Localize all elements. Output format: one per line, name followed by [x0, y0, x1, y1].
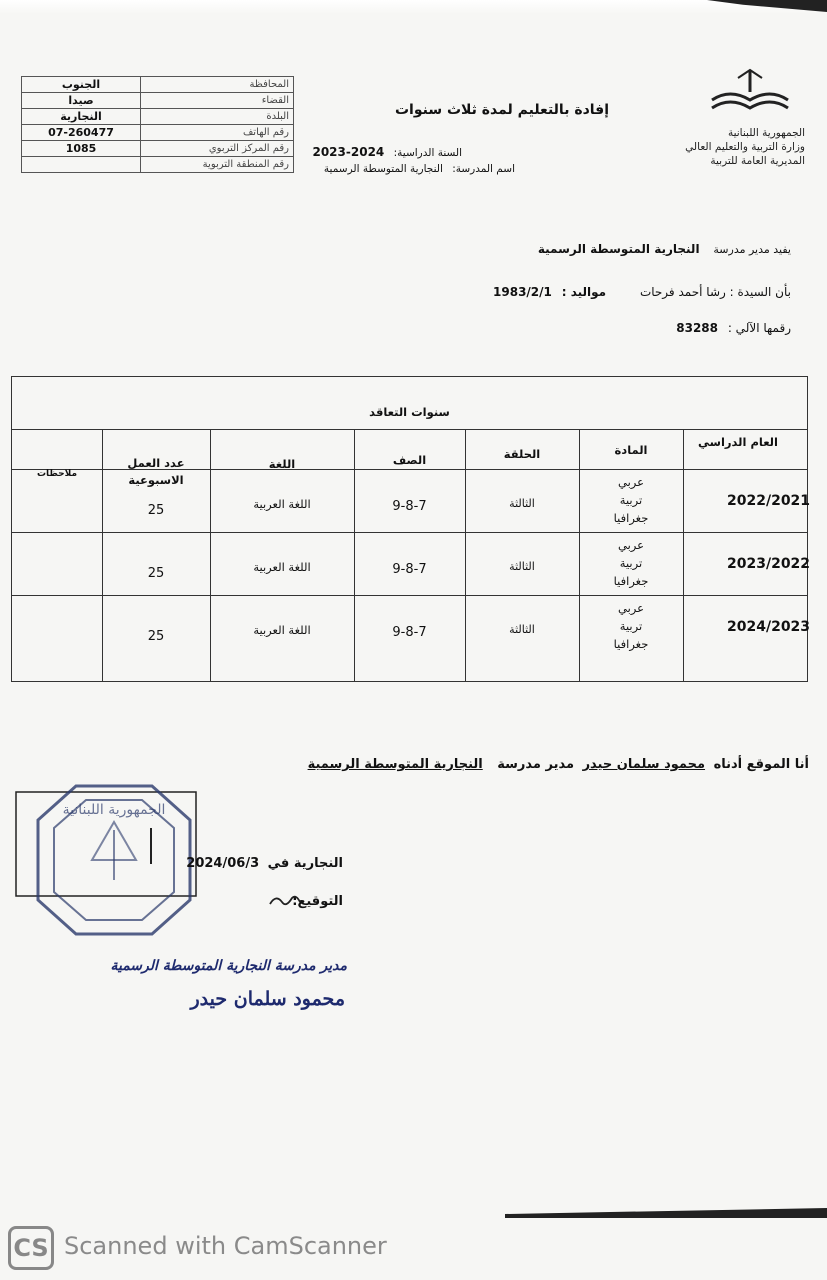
- ministry-logo-icon: [708, 66, 792, 120]
- row-subjects: [579, 536, 683, 590]
- info-value: 07-260477: [22, 125, 141, 141]
- info-label: القضاء: [141, 93, 294, 109]
- school-info-table: [21, 76, 294, 173]
- birth-label: مواليد :: [561, 285, 607, 299]
- table-border-line: [150, 828, 152, 864]
- info-row: [22, 109, 294, 125]
- row-grade: 9-8-7: [392, 562, 427, 577]
- staff-number-label: رقمها الآلي :: [727, 321, 791, 335]
- row-grade: 9-8-7: [392, 499, 427, 514]
- statement-mid: مدير مدرسة: [497, 757, 575, 772]
- row-year: 2023/2022: [727, 556, 811, 572]
- row-subjects: [579, 599, 683, 653]
- contract-years-table: [11, 376, 811, 682]
- place-date-prefix: النجارية في: [267, 856, 343, 871]
- staff-number: 83288: [676, 321, 718, 335]
- birth-date: 1983/2/1: [493, 285, 552, 299]
- row-year: 2024/2023: [727, 619, 811, 635]
- info-row: [22, 77, 294, 93]
- scan-edge-bottom: [505, 1208, 827, 1218]
- hand-stamp-line-2: محمود سلمان حيدر: [190, 988, 345, 1010]
- subject-item: جغرافيا: [613, 637, 649, 651]
- header-language: اللغة: [268, 457, 296, 471]
- statement-prefix: أنا الموقع أدناه: [713, 757, 809, 772]
- header-hours: عدد العمل الاسبوعية: [127, 456, 185, 487]
- info-label: المحافظة: [141, 77, 294, 93]
- subject-item: تربية: [619, 556, 643, 570]
- school-name-bold: النجارية المتوسطة الرسمية: [537, 242, 700, 256]
- ministry-header: [685, 126, 805, 168]
- info-row: [22, 125, 294, 141]
- row-grade: 9-8-7: [392, 625, 427, 640]
- info-row: [22, 157, 294, 173]
- camscanner-watermark: Scanned with CamScanner: [64, 1232, 387, 1260]
- school-year-value: 2024-2023: [312, 145, 385, 159]
- teacher-name-text: بأن السيدة : رشا أحمد فرحات: [639, 285, 791, 299]
- info-value: 1085: [22, 141, 141, 157]
- ministry-line-3: المديرية العامة للتربية: [710, 155, 805, 167]
- official-seal-icon: [14, 780, 214, 940]
- info-value: النجارية: [22, 109, 141, 125]
- ministry-line-2: وزارة التربية والتعليم العالي: [685, 141, 805, 153]
- signature-label: التوقيع:: [292, 894, 343, 909]
- body-line-1: [538, 242, 791, 256]
- hand-stamp-line-1: مدير مدرسة النجارية المتوسطة الرسمية: [110, 958, 347, 974]
- info-value: [22, 157, 141, 173]
- subject-item: تربية: [619, 493, 643, 507]
- signature-date: 2024/06/3: [186, 856, 260, 871]
- info-label: رقم المركز التربوي: [141, 141, 294, 157]
- place-date: [186, 856, 343, 871]
- director-name: محمود سلمان حيدر: [582, 757, 706, 772]
- row-subjects: [579, 473, 683, 527]
- row-cycle: الثالثة: [509, 560, 535, 573]
- subject-item: عربي: [618, 538, 644, 552]
- school-name-row: [324, 163, 515, 175]
- row-year: 2022/2021: [727, 493, 811, 509]
- signature-statement: [308, 757, 809, 772]
- body-line-3: [676, 321, 791, 335]
- director-of-school-text: يفيد مدير مدرسة: [713, 243, 791, 256]
- school-name-label: اسم المدرسة:: [452, 163, 515, 175]
- svg-text:الجمهورية اللبنانية: الجمهورية اللبنانية: [62, 802, 166, 818]
- subject-item: عربي: [618, 475, 644, 489]
- header-notes: ملاحظات: [36, 469, 78, 479]
- subject-item: جغرافيا: [613, 574, 649, 588]
- info-row: [22, 93, 294, 109]
- header-year: العام الدراسي: [698, 435, 778, 449]
- row-hours: 25: [147, 503, 165, 518]
- info-label: رقم المنطقة التربوية: [141, 157, 294, 173]
- info-value: الجنوب: [22, 77, 141, 93]
- subject-item: عربي: [618, 601, 644, 615]
- subject-item: جغرافيا: [613, 511, 649, 525]
- table-caption: سنوات التعاقد: [369, 405, 450, 419]
- header-cycle: الحلقة: [503, 447, 541, 461]
- subject-item: تربية: [619, 619, 643, 633]
- camscanner-logo-icon: CS: [8, 1226, 54, 1270]
- school-year-label: السنة الدراسية:: [393, 147, 462, 159]
- header-grade: الصف: [392, 453, 427, 467]
- scan-edge: [0, 0, 827, 14]
- school-year-row: [312, 145, 462, 159]
- school-name-value: النجارية المتوسطة الرسمية: [323, 163, 443, 175]
- info-value: صيدا: [22, 93, 141, 109]
- statement-school: النجارية المتوسطة الرسمية: [307, 757, 483, 772]
- document-title: إفادة بالتعليم لمدة ثلاث سنوات: [394, 102, 609, 118]
- header-subject: المادة: [614, 443, 648, 457]
- info-label: رقم الهاتف: [141, 125, 294, 141]
- row-language: اللغة العربية: [253, 560, 311, 574]
- row-language: اللغة العربية: [253, 497, 311, 511]
- row-language: اللغة العربية: [253, 623, 311, 637]
- row-hours: 25: [147, 566, 165, 581]
- row-cycle: الثالثة: [509, 497, 535, 510]
- ministry-line-1: الجمهورية اللبنانية: [727, 127, 805, 139]
- info-label: البلدة: [141, 109, 294, 125]
- row-cycle: الثالثة: [509, 623, 535, 636]
- row-hours: 25: [147, 629, 165, 644]
- handwritten-signature-icon: [268, 892, 302, 912]
- info-row: [22, 141, 294, 157]
- body-line-2: [493, 285, 791, 299]
